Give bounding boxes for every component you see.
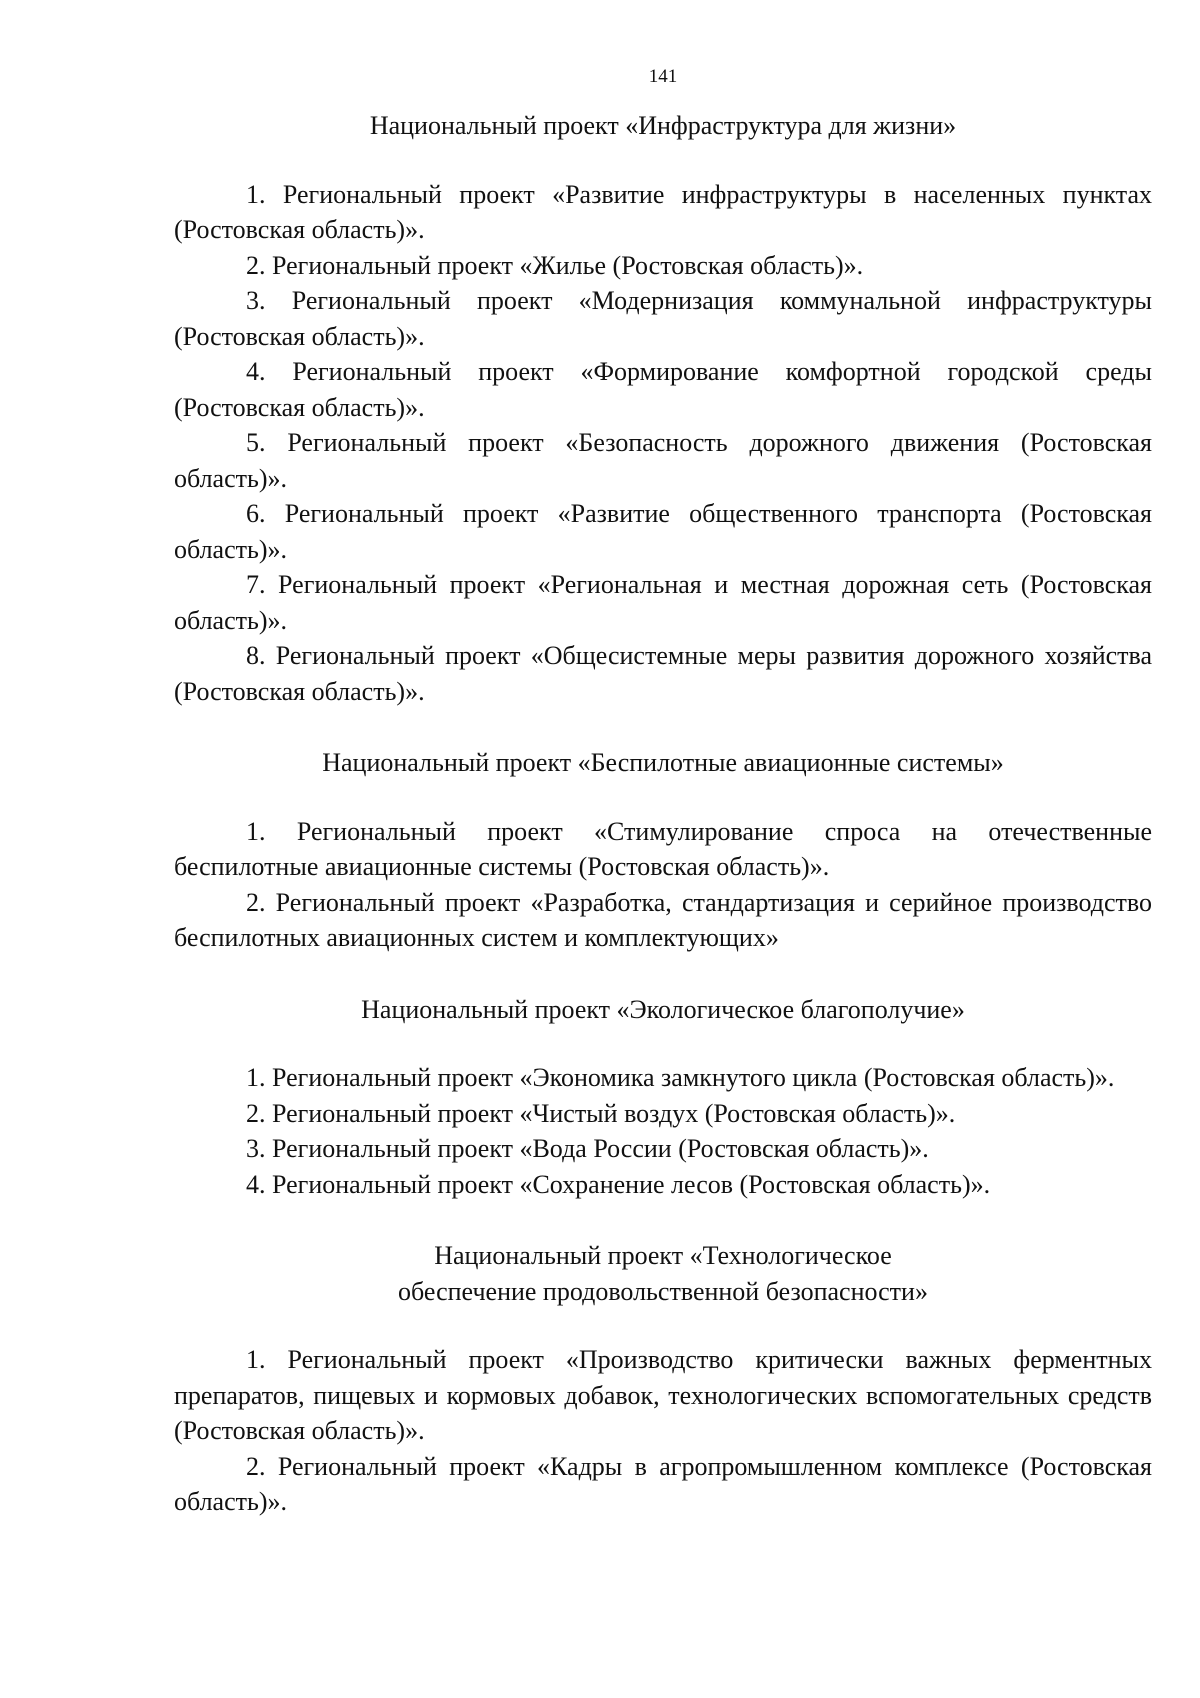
list-item: 2. Региональный проект «Жилье (Ростовская область)». [246,250,864,280]
list-item: 3. Региональный проект «Модернизация коммунальной инфраструктуры (Ростовская область)». [174,286,1152,351]
list-item: 1. Региональный проект «Стимулирование спроса на отечественные беспилотные авиационные системы (Ростовская область)». [174,816,1152,881]
list-item: 8. Региональный проект «Общесистемные меры развития дорожного хозяйства (Ростовская область)». [174,641,1152,706]
section-title [174,992,1152,1028]
project-list [174,1342,1152,1520]
document-page [174,62,1152,1520]
list-item: 2. Региональный проект «Разработка, стандартизация и серийное производство беспилотных авиационных систем и комплектующих» [174,887,1152,952]
list-item: 2. Региональный проект «Кадры в агропромышленном комплексе (Ростовская область)». [174,1451,1152,1516]
page-number: 141 [648,66,678,87]
list-item: 3. Региональный проект «Вода России (Ростовская область)». [246,1134,929,1163]
section-title-line: обеспечение продовольственной безопасности» [398,1276,928,1306]
list-item: 1. Региональный проект «Развитие инфраструктуры в населенных пунктах (Ростовская область)». [174,179,1152,244]
section-title [174,1238,1152,1309]
list-item: 2. Региональный проект «Чистый воздух (Ростовская область)». [246,1098,956,1128]
section-title-line: Национальный проект «Беспилотные авиационные системы» [322,748,1004,777]
project-list [174,177,1152,710]
section-title-line: Национальный проект «Инфраструктура для жизни» [369,111,957,140]
list-item: 1. Региональный проект «Экономика замкнутого цикла (Ростовская область)». [246,1063,1115,1092]
section-title-line: Национальный проект «Экологическое благополучие» [361,994,965,1024]
list-item: 1. Региональный проект «Производство критически важных ферментных препаратов, пищевых и кормовых добавок, технологических вспомогательных средств (Ростовская область)». [174,1345,1152,1445]
list-item: 4. Региональный проект «Формирование комфортной городской среды (Ростовская область)». [174,357,1152,422]
project-list [174,814,1152,956]
section-title [174,108,1152,144]
section-infrastructure [174,108,1152,709]
section-uav-systems [174,745,1152,956]
project-list [174,1060,1152,1202]
list-item: 4. Региональный проект «Сохранение лесов (Ростовская область)». [246,1169,991,1199]
list-item: 6. Региональный проект «Развитие общественного транспорта (Ростовская область)». [174,499,1152,564]
list-item: 5. Региональный проект «Безопасность дорожного движения (Ростовская область)». [174,428,1152,493]
section-ecology [174,992,1152,1203]
section-title-line: Национальный проект «Технологическое [434,1241,892,1270]
list-item: 7. Региональный проект «Региональная и местная дорожная сеть (Ростовская область)». [174,570,1152,635]
section-title [174,745,1152,781]
section-food-security [174,1238,1152,1520]
